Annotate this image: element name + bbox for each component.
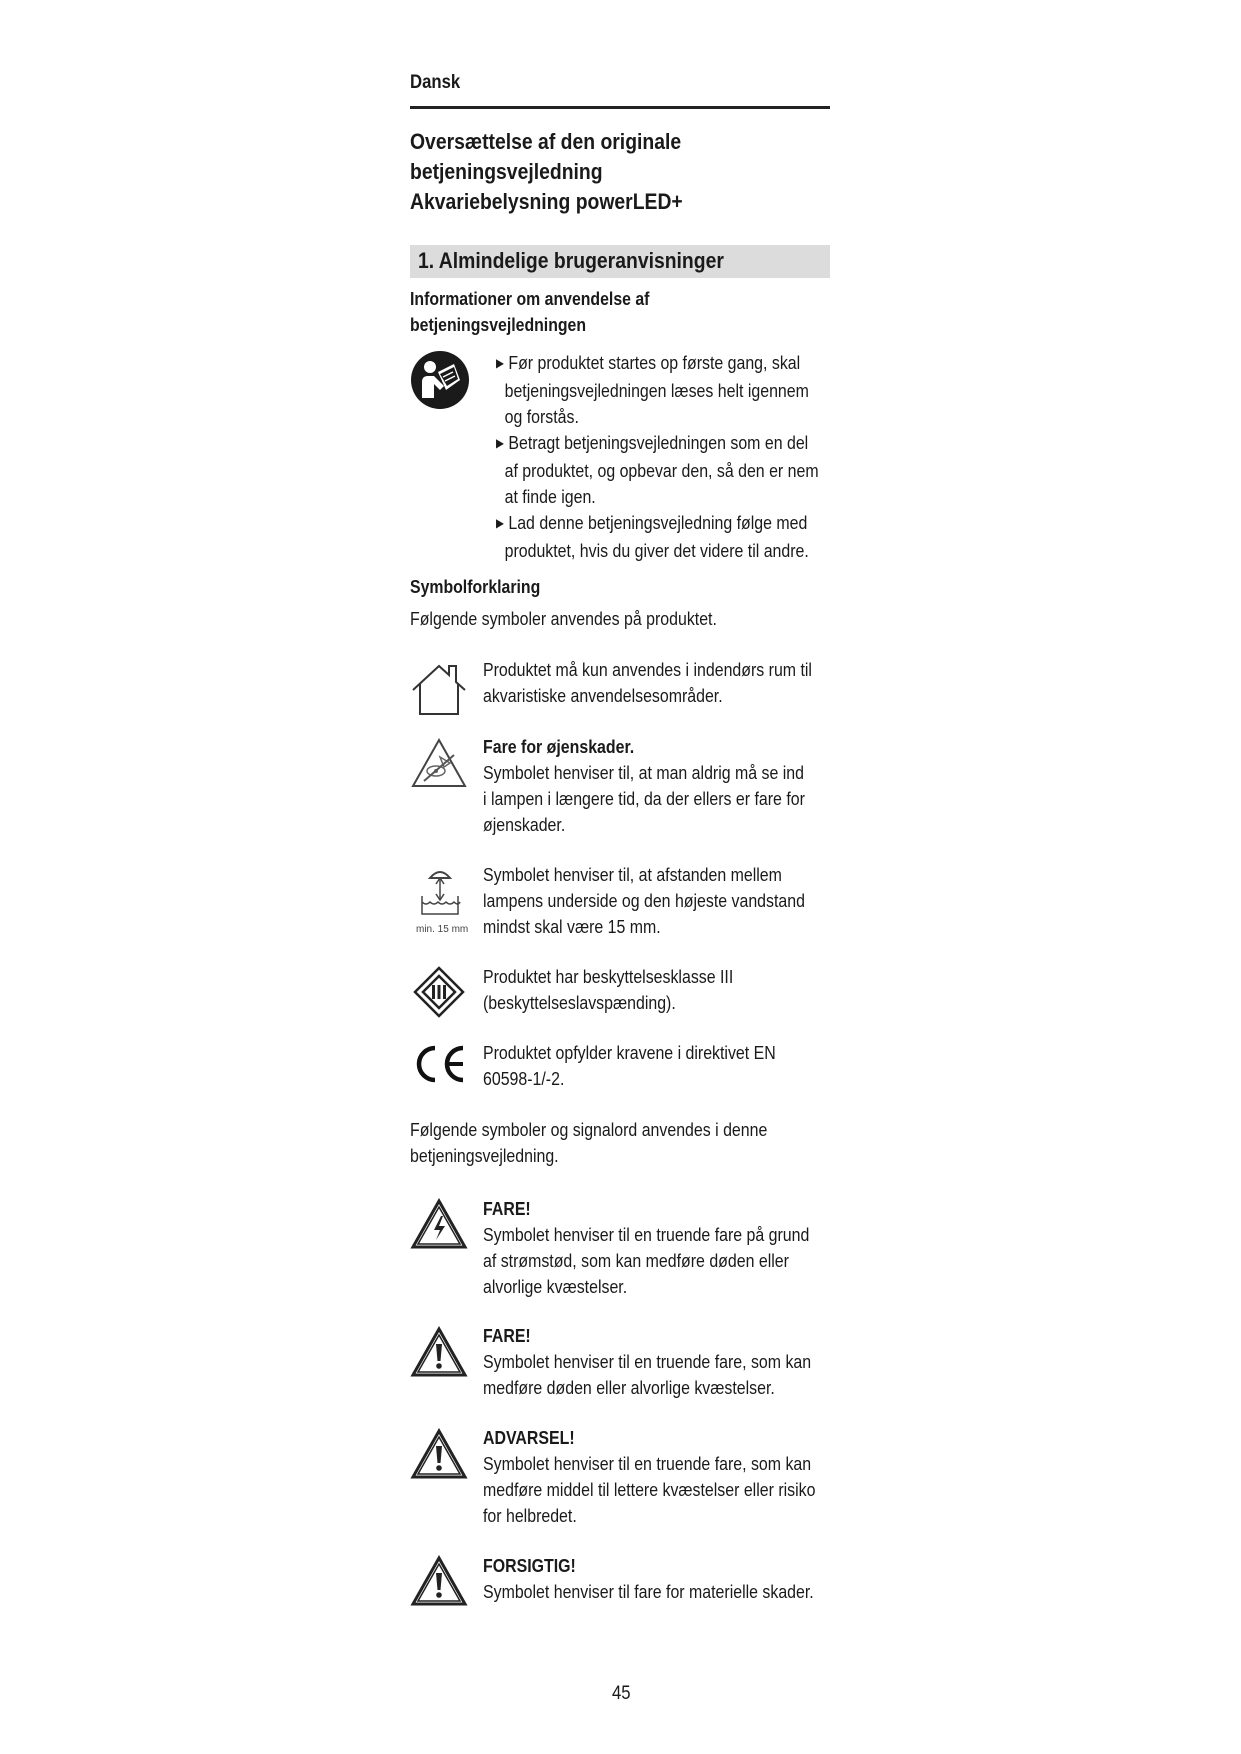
list-item: ▶ Lad denne betjeningsvejledning følge med — [496, 512, 808, 533]
bullet-triangle-icon: ▶ — [496, 516, 504, 530]
signal-word: FORSIGTIG! — [483, 1555, 576, 1576]
signal-description: FORSIGTIG! Symbolet henviser til fare for materielle skader. — [483, 1555, 814, 1602]
info-heading-line: Informationer om anvendelse af — [410, 289, 650, 309]
title-line: betjeningsvejledning — [410, 159, 603, 184]
language-label: Dansk — [410, 72, 461, 93]
list-item: ▶ Betragt betjeningsvejledningen som en del — [496, 432, 809, 453]
signal-description: ADVARSEL! Symbolet henviser til en truende fare, som kan medføre middel til lettere kvæstelser eller risiko for helbredet. — [483, 1427, 816, 1526]
document-title — [410, 127, 683, 217]
section-heading — [410, 245, 830, 278]
warning-icon — [410, 1428, 468, 1480]
electric-warning-icon — [410, 1198, 468, 1250]
warning-icon — [410, 1326, 468, 1378]
symbol-heading: Symbolforklaring — [410, 577, 541, 597]
symbol-description: Fare for øjenskader. Symbolet henviser til, at man aldrig må se ind i lampen i længere tid, da der ellers er fare for øjenskader. — [483, 736, 805, 835]
symbol-description: Produktet har beskyttelsesklasse III (beskyttelseslavspænding). — [483, 966, 734, 1013]
indoor-house-icon — [410, 660, 468, 716]
list-item-line: betjeningsvejledningen læses helt igennem — [504, 380, 809, 401]
info-bullet-list — [496, 350, 871, 564]
protection-class-3-icon — [413, 966, 465, 1018]
distance-label: min. 15 mm — [416, 924, 469, 935]
signal-description: FARE! Symbolet henviser til en truende fare, som kan medføre døden eller alvorlige kvæstelser. — [483, 1325, 812, 1398]
signal-word: FARE! — [483, 1325, 531, 1346]
bullet-triangle-icon: ▶ — [496, 436, 504, 450]
warning-icon — [410, 1555, 468, 1607]
signal-description: FARE! Symbolet henviser til en truende fare på grund af strømstød, som kan medføre døden eller alvorlige kvæstelser. — [483, 1198, 810, 1297]
list-item-line: at finde igen. — [504, 486, 596, 507]
signal-word: FARE! — [483, 1198, 531, 1219]
page-number: 45 — [612, 1683, 631, 1704]
symbol-intro: Følgende symboler anvendes på produktet. — [410, 608, 717, 629]
list-item-line: og forstås. — [504, 406, 579, 427]
title-line: Oversættelse af den originale — [410, 129, 682, 154]
section-heading-text: 1. Almindelige brugeranvisninger — [418, 248, 724, 273]
symbol-description: Produktet opfylder kravene i direktivet EN 60598-1/-2. — [483, 1042, 776, 1089]
list-item: ▶ Før produktet startes op første gang, skal — [496, 352, 801, 373]
signal-intro: Følgende symboler og signalord anvendes i denne betjeningsvejledning. — [410, 1119, 768, 1166]
water-distance-icon — [418, 866, 462, 918]
symbol-description: Produktet må kun anvendes i indendørs rum til akvaristiske anvendelsesområder. — [483, 659, 812, 706]
list-item-line: produktet, hvis du giver det videre til andre. — [504, 540, 809, 561]
info-heading-line: betjeningsvejledningen — [410, 315, 587, 335]
signal-word: ADVARSEL! — [483, 1427, 575, 1448]
list-item-line: af produktet, og opbevar den, så den er nem — [504, 460, 819, 481]
bullet-triangle-icon: ▶ — [496, 356, 504, 370]
info-heading — [410, 286, 649, 338]
symbol-title: Fare for øjenskader. — [483, 736, 635, 757]
read-manual-icon — [410, 350, 470, 410]
header-rule — [410, 106, 830, 109]
symbol-description: Symbolet henviser til, at afstanden mellem lampens underside og den højeste vandstand mindst skal være 15 mm. — [483, 864, 805, 937]
ce-mark-icon — [413, 1044, 467, 1084]
eye-hazard-icon — [410, 737, 468, 789]
title-line: Akvariebelysning powerLED+ — [410, 189, 683, 214]
